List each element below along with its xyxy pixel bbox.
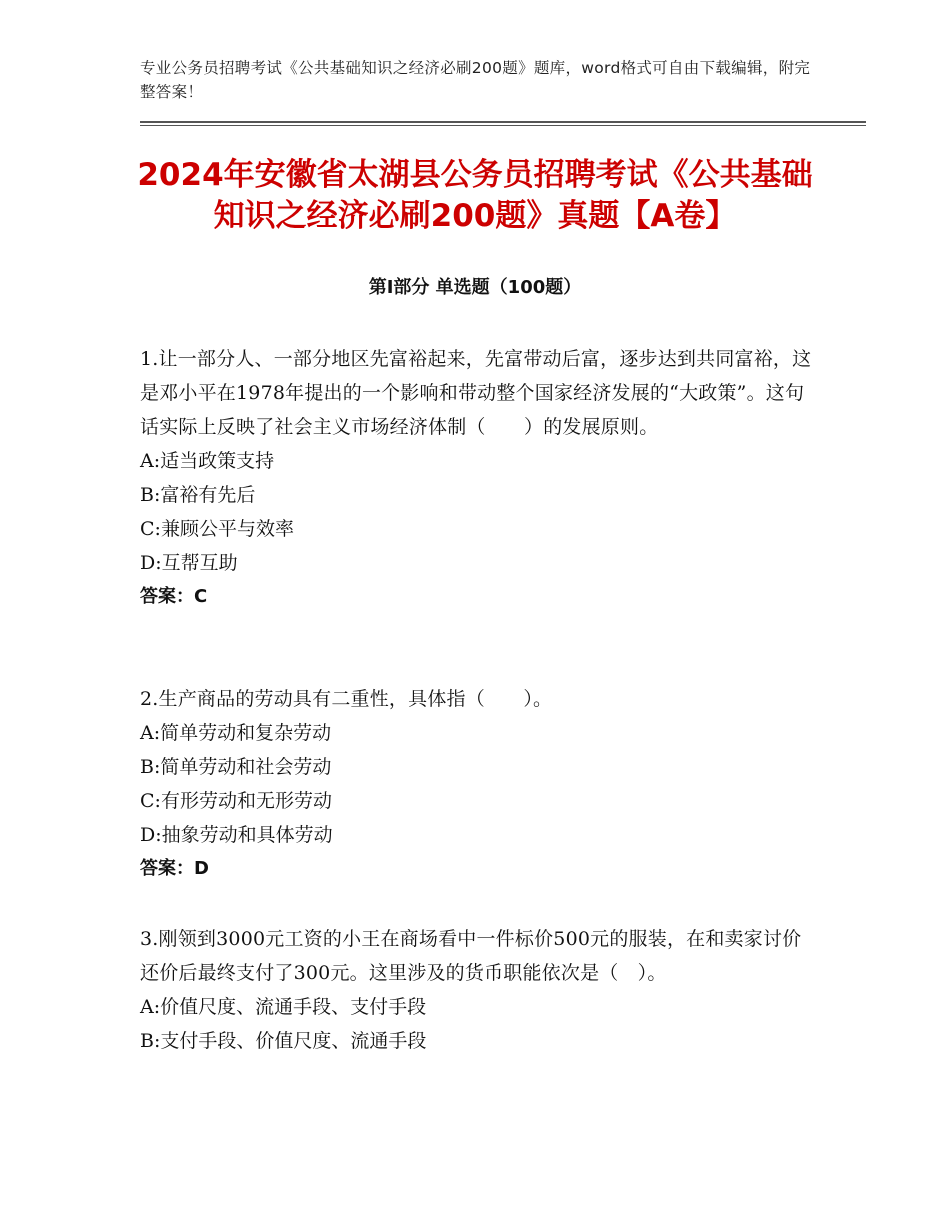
document-title: 2024年安徽省太湖县公务员招聘考试《公共基础知识之经济必刷200题》真题【A卷】 bbox=[137, 157, 813, 234]
option-c: C:有形劳动和无形劳动 bbox=[140, 790, 332, 812]
question-stem: 3.刚领到3000元工资的小王在商场看中一件标价500元的服装，在和卖家讨价还价后最终支付了300元。这里涉及的货币职能依次是（ ）。 bbox=[140, 928, 802, 984]
question-stem: 2.生产商品的劳动具有二重性，具体指（ ）。 bbox=[140, 688, 553, 710]
answer: 答案：D bbox=[140, 858, 209, 879]
header-divider-thick bbox=[140, 121, 866, 123]
header-divider-thin bbox=[140, 125, 866, 126]
question-stem: 1.让一部分人、一部分地区先富裕起来，先富带动后富，逐步达到共同富裕，这是邓小平在1978年提出的一个影响和带动整个国家经济发展的“大政策”。这句话实际上反映了社会主义市场经济体制（ ）的发展原则。 bbox=[140, 348, 812, 438]
question-2 bbox=[140, 682, 820, 886]
option-d: D:互帮互助 bbox=[140, 552, 238, 574]
question-3 bbox=[140, 922, 820, 1058]
option-a: A:适当政策支持 bbox=[140, 450, 275, 472]
option-b: B:简单劳动和社会劳动 bbox=[140, 756, 332, 778]
option-a: A:价值尺度、流通手段、支付手段 bbox=[140, 996, 427, 1018]
option-c: C:兼顾公平与效率 bbox=[140, 518, 294, 540]
header-note: 专业公务员招聘考试《公共基础知识之经济必刷200题》题库，word格式可自由下载编辑，附完整答案！ bbox=[140, 59, 811, 101]
section-title: 第Ⅰ部分 单选题（100题） bbox=[368, 277, 582, 298]
option-b: B:支付手段、价值尺度、流通手段 bbox=[140, 1030, 427, 1052]
option-d: D:抽象劳动和具体劳动 bbox=[140, 824, 333, 846]
question-1 bbox=[140, 342, 820, 614]
option-a: A:简单劳动和复杂劳动 bbox=[140, 722, 332, 744]
option-b: B:富裕有先后 bbox=[140, 484, 256, 506]
answer: 答案：C bbox=[140, 586, 208, 607]
